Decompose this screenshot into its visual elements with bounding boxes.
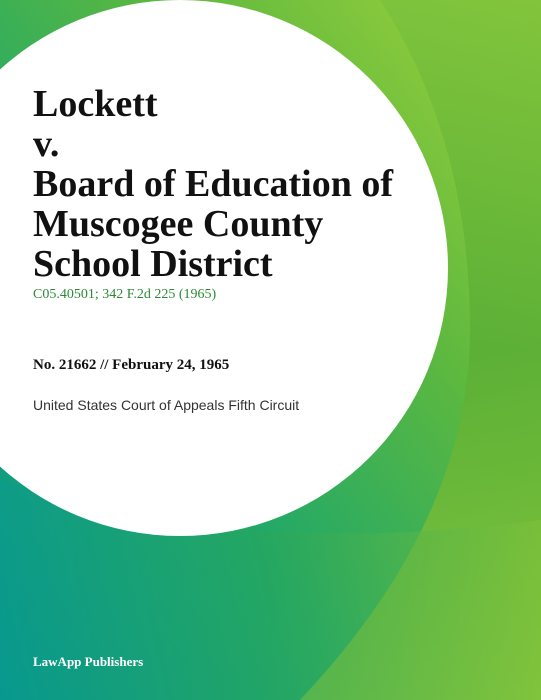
title-line: v. <box>33 123 60 165</box>
publisher-name: LawApp Publishers <box>33 654 144 669</box>
title-line: Muscogee County <box>33 203 324 245</box>
title-line: Board of Education of <box>33 163 393 205</box>
title-line: School District <box>33 243 273 285</box>
case-title <box>33 84 393 284</box>
case-citation: C05.40501; 342 F.2d 225 (1965) <box>33 287 217 302</box>
docket-number-date: No. 21662 // February 24, 1965 <box>33 357 230 373</box>
court-name: United States Court of Appeals Fifth Circuit <box>33 397 300 413</box>
title-line: Lockett <box>33 83 158 125</box>
